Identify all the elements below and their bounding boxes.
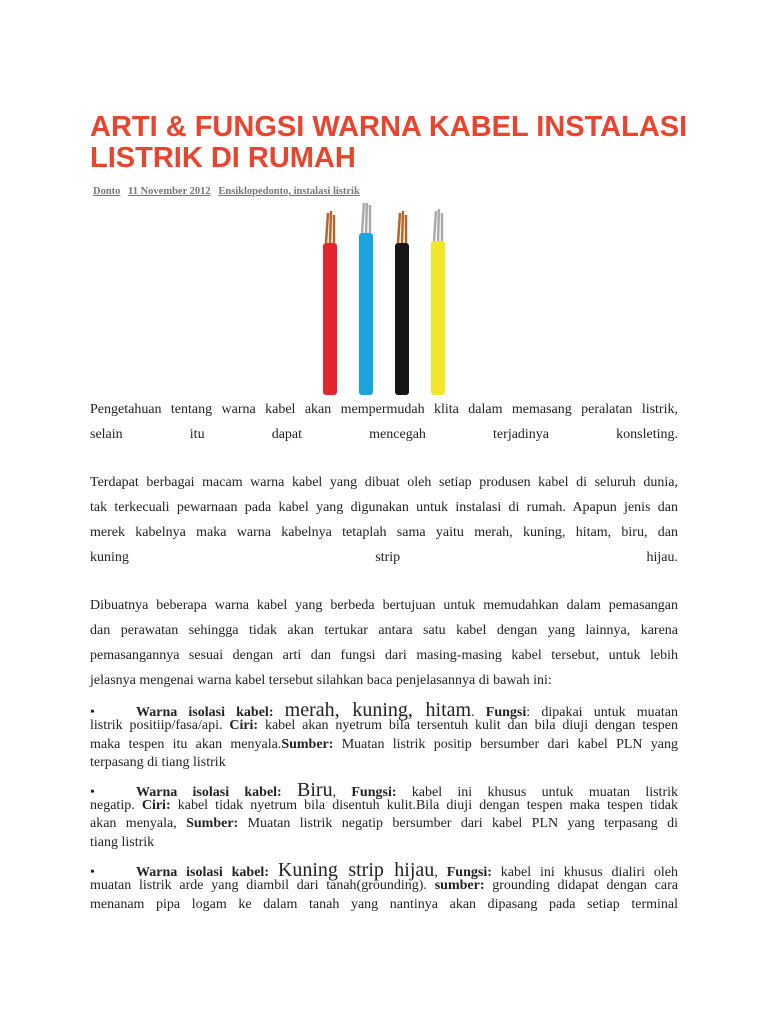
copper-wire-3 — [434, 209, 442, 241]
text-line — [90, 598, 678, 614]
text-line — [90, 755, 678, 771]
text-segment: kabel akan nyetrum bila tersentuh kulit dan bila diuji dengan tespen — [258, 718, 678, 733]
text-line — [90, 673, 678, 689]
color-name: Biru — [297, 779, 333, 801]
text-segment: : dipakai untuk muatan — [526, 705, 678, 720]
text-segment: listrik positiip/fasa/api. — [90, 718, 230, 733]
text-segment: . — [471, 705, 486, 720]
text-segment: dan perawatan sehingga tidak akan tertukar antara satu kabel dengan yang lainnya, karena — [90, 623, 678, 638]
text-segment: tak terkecuali pewarnaan pada kabel yang digunakan untuk instalasi di rumah. Apapun jenis dan — [90, 500, 678, 515]
text-segment: kuning strip hijau. — [90, 550, 678, 565]
text-line — [90, 402, 678, 418]
copper-wire-1 — [362, 203, 370, 233]
bullet-icon: • — [90, 785, 95, 800]
date-link[interactable]: 11 November 2012 — [128, 186, 211, 197]
title-line: ARTI & FUNGSI WARNA KABEL INSTALASI — [90, 111, 688, 143]
text-segment: Muatan listrik negatip bersumber dari kabel PLN yang terpasang di — [238, 816, 678, 831]
bold-label: Sumber: — [281, 737, 334, 752]
text-line — [90, 878, 678, 894]
text-segment: terpasang di tiang listrik — [90, 755, 226, 770]
cable-1 — [359, 233, 373, 395]
text-segment: Dibuatnya beberapa warna kabel yang berbeda bertujuan untuk memudahkan dalam pemasangan — [90, 598, 678, 613]
text-segment: negatip. — [90, 798, 142, 813]
text-line — [90, 897, 678, 913]
text-segment: grounding didapat dengan cara — [484, 878, 678, 893]
bullet-icon: • — [90, 865, 95, 880]
text-segment: selain itu dapat mencegah terjadinya konsleting. — [90, 427, 678, 442]
cable-0 — [323, 243, 337, 395]
text-segment: tiang listrik — [90, 835, 155, 850]
article-title — [90, 112, 690, 174]
author-link[interactable]: Donto — [93, 186, 121, 197]
text-line — [90, 475, 678, 491]
text-line — [90, 648, 678, 664]
text-line — [90, 816, 678, 832]
bold-label: Sumber: — [186, 816, 239, 831]
text-segment: jelasnya mengenai warna kabel tersebut silahkan baca penjelasannya di bawah ini: — [90, 673, 552, 688]
copper-wire-2 — [398, 211, 406, 243]
text-segment: muatan listrik arde yang diambil dari tanah(grounding). — [90, 878, 435, 893]
text-segment: kabel tidak nyetrum bila disentuh kulit.Bila diuji dengan tespen maka tespen tidak — [170, 798, 678, 813]
color-name: Kuning strip hijau — [277, 859, 435, 881]
title-line: LISTRIK DI RUMAH — [90, 142, 356, 174]
bold-label: Fungsi: — [446, 865, 492, 880]
text-line — [90, 550, 678, 566]
text-line — [90, 737, 678, 753]
text-segment: kabel ini khusus dialiri oleh — [491, 865, 679, 880]
bullet-icon: • — [90, 705, 95, 720]
text-line — [90, 427, 678, 443]
text-line — [90, 835, 678, 851]
bold-label: sumber: — [434, 878, 485, 893]
text-line — [90, 500, 678, 516]
cable-3 — [431, 241, 445, 395]
text-segment: , — [332, 785, 352, 800]
text-line — [90, 525, 678, 541]
bold-label: Warna isolasi kabel: — [136, 705, 285, 720]
text-segment: maka tespen itu akan menyala. — [90, 737, 282, 752]
text-segment: merek kabelnya maka warna kabelnya tetaplah sama yaitu merah, kuning, hitam, biru, dan — [90, 525, 678, 540]
bold-label: Warna isolasi kabel: — [136, 785, 298, 800]
cables-image — [318, 203, 456, 395]
text-segment: Terdapat berbagai macam warna kabel yang dibuat oleh setiap produsen kabel di seluruh dunia, — [90, 475, 678, 490]
color-name: merah, kuning, hitam — [284, 699, 472, 721]
text-line — [90, 798, 678, 814]
cable-2 — [395, 243, 409, 395]
post-meta — [93, 186, 365, 197]
bold-label: Fungsi — [485, 705, 527, 720]
copper-wire-0 — [326, 211, 334, 243]
category-links[interactable]: Ensiklopedonto, instalasi listrik — [218, 186, 360, 197]
text-segment: , — [434, 865, 447, 880]
text-segment: menanam pipa logam ke dalam tanah yang nantinya akan dipasang pada setiap terminal — [90, 897, 678, 912]
text-segment: Pengetahuan tentang warna kabel akan mempermudah klita dalam memasang peralatan listrik, — [90, 402, 678, 417]
bold-label: Ciri: — [229, 718, 259, 733]
text-segment: pemasangannya sesuai dengan arti dan fungsi dari masing-masing kabel tersebut, untuk lebih — [90, 648, 678, 663]
text-segment: kabel ini khusus untuk muatan listrik — [396, 785, 679, 800]
bold-label: Ciri: — [141, 798, 171, 813]
text-line — [90, 718, 678, 734]
bold-label: Warna isolasi kabel: — [136, 865, 278, 880]
bold-label: Fungsi: — [351, 785, 397, 800]
text-segment: akan menyala, — [90, 816, 187, 831]
text-line — [90, 623, 678, 639]
text-segment: Muatan listrik positip bersumber dari kabel PLN yang — [333, 737, 679, 752]
